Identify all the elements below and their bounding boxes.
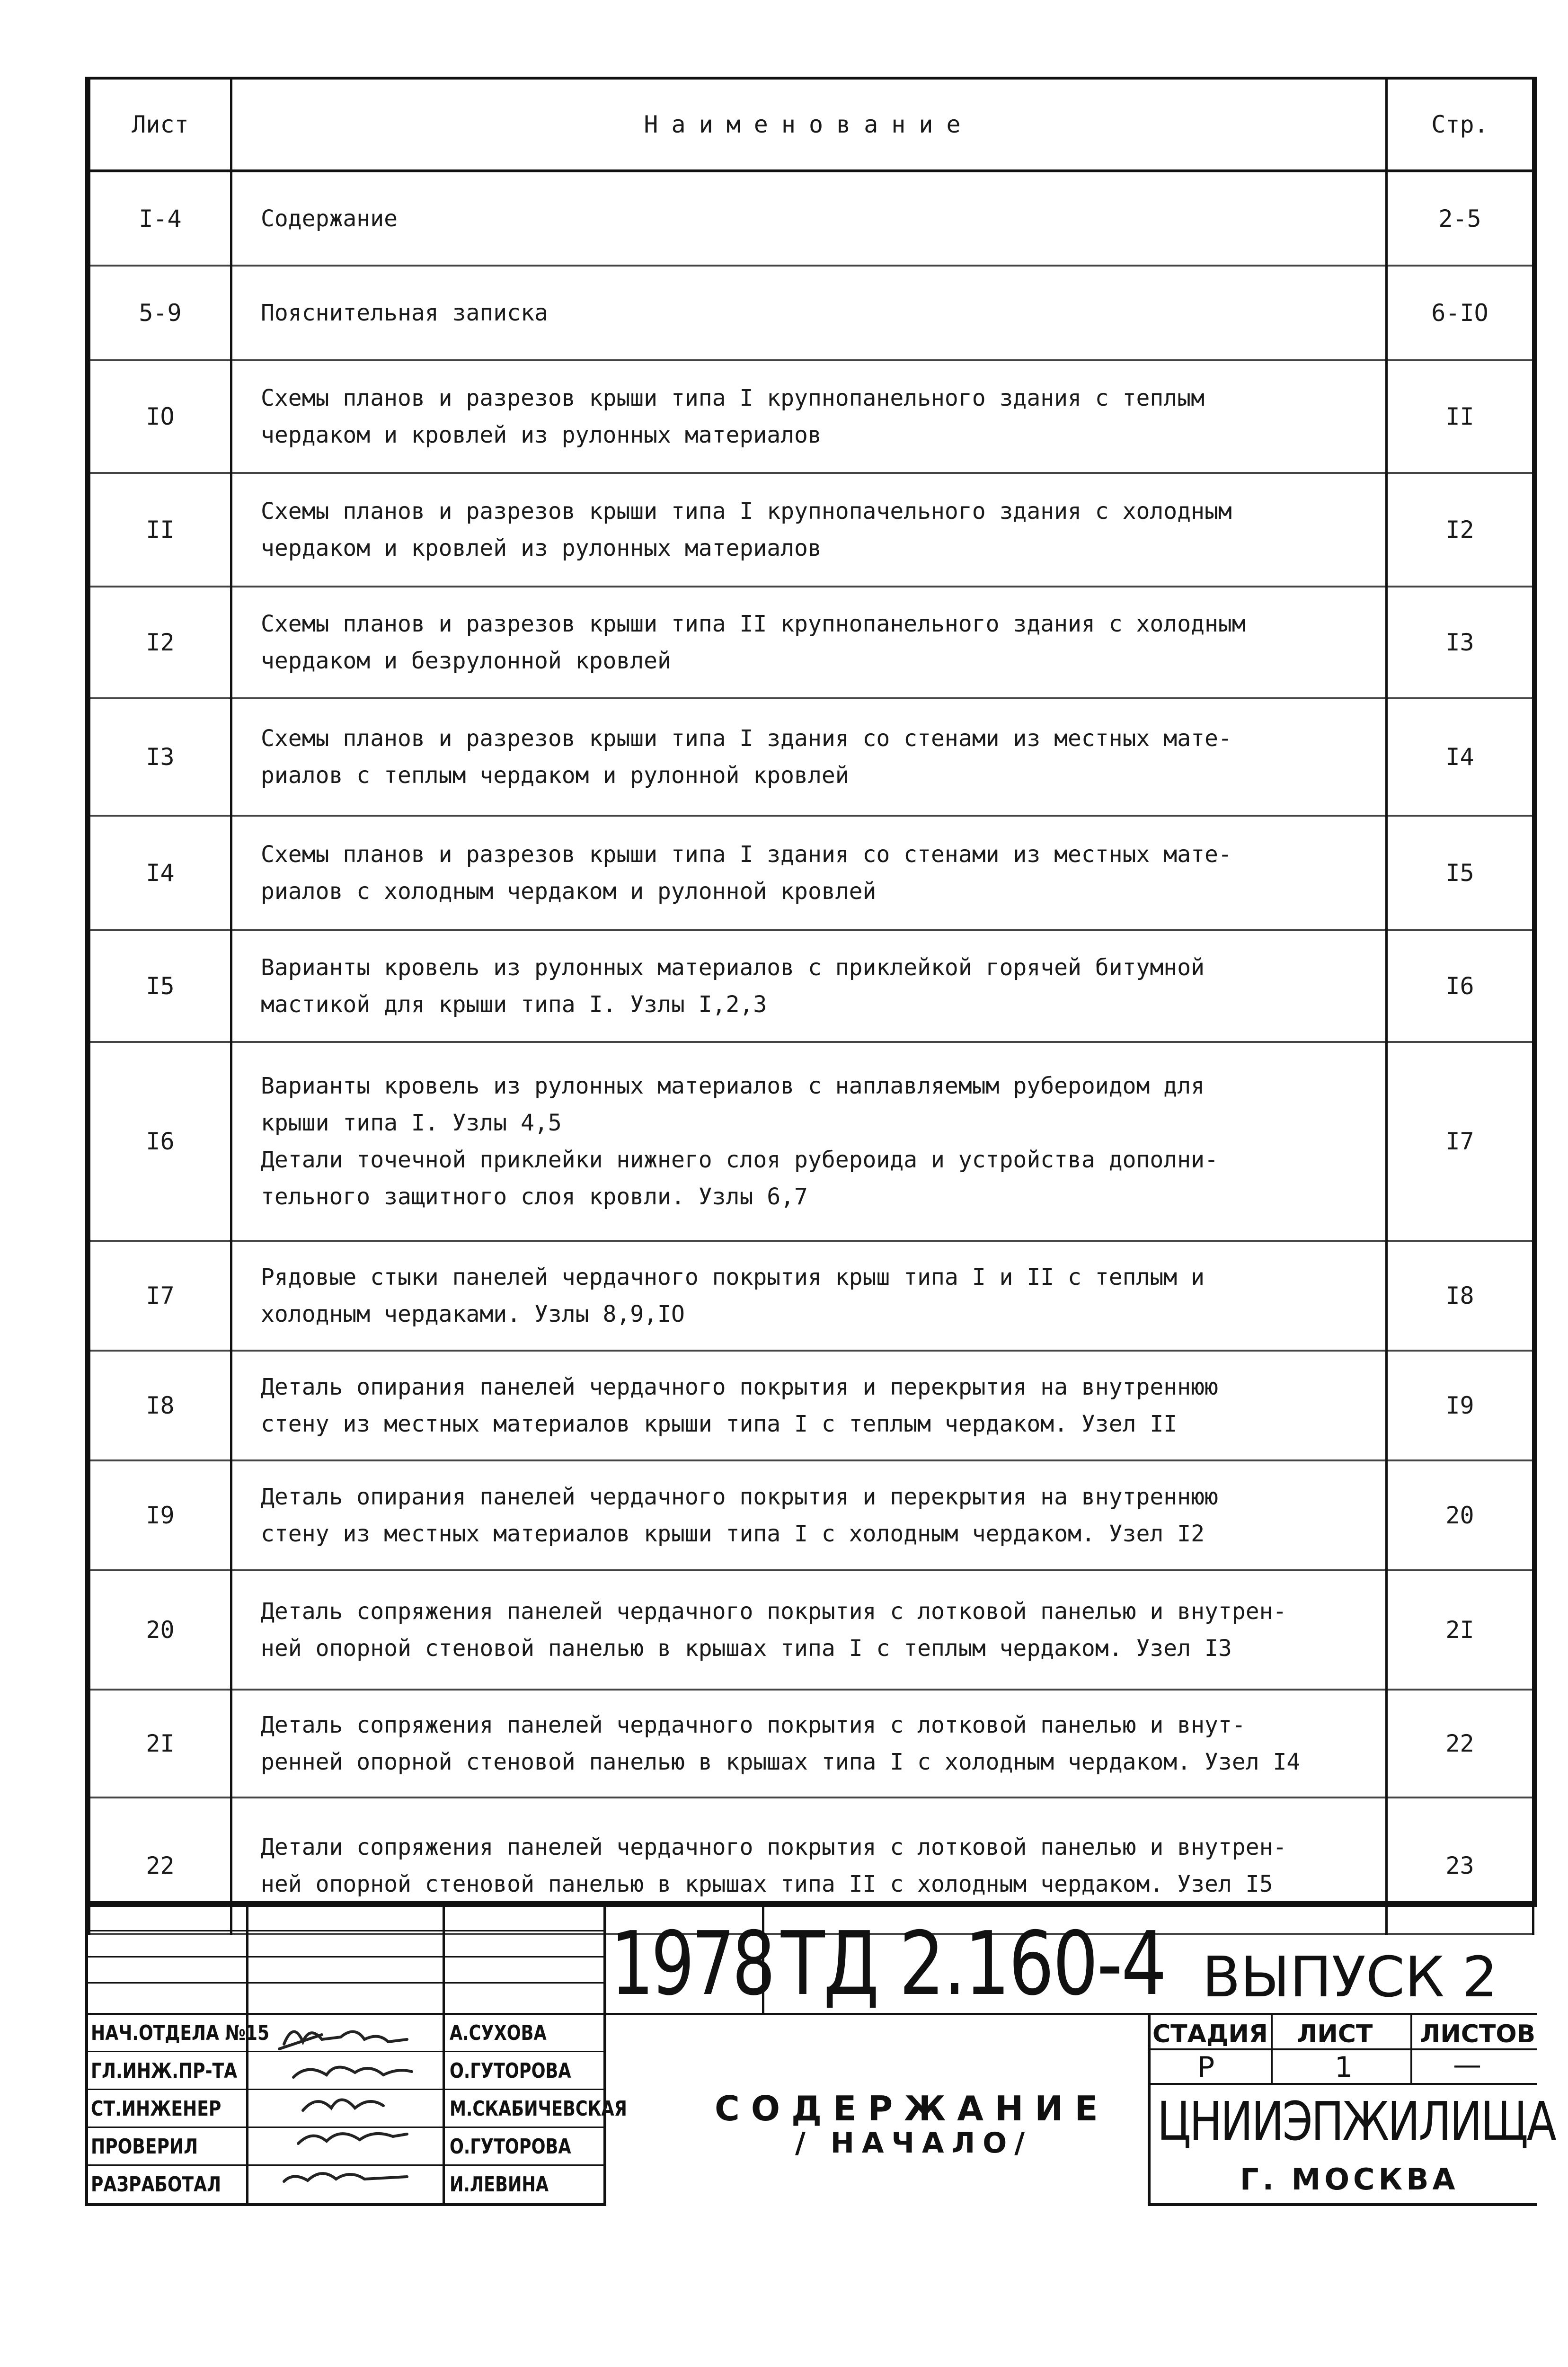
row-name-line: мастикой для крыши типа I. Узлы I,2,3 — [261, 991, 767, 1018]
row-sheet-number: I2 — [89, 587, 231, 698]
row-name-line: Варианты кровель из рулонных материалов с приклейкой горячей битумной — [261, 954, 1205, 981]
row-sheet-number: 2I — [89, 1690, 231, 1797]
row-page-number: 2-5 — [1387, 171, 1533, 266]
row-name-line: Деталь опирания панелей чердачного покрытия и перекрытия на внутреннюю — [261, 1374, 1218, 1400]
table-body — [89, 171, 1533, 1934]
tb-rule — [1148, 2203, 1537, 2206]
row-sheet-number: II — [89, 473, 231, 587]
row-name-line: Деталь сопряжения панелей чердачного покрытия с лотковой панелью и внутрен- — [261, 1598, 1287, 1625]
row-sheet-number: 20 — [89, 1570, 231, 1690]
table-row — [89, 1351, 1533, 1460]
row-page-number: I3 — [1387, 587, 1533, 698]
row-name-line: Детали сопряжения панелей чердачного покрытия с лотковой панелью и внутрен- — [261, 1834, 1287, 1860]
contents-grid — [88, 80, 1534, 1935]
row-name-line: Схемы планов и разрезов крыши типа I крупнопанельного здания с теплым — [261, 385, 1205, 411]
row-name-cell — [231, 816, 1387, 930]
row-name-line: чердаком и безрулонной кровлей — [261, 648, 671, 674]
row-name-cell — [231, 1690, 1387, 1797]
row-name-line: Схемы планов и разрезов крыши типа I здания со стенами из местных мате- — [261, 841, 1232, 868]
row-name-cell — [231, 587, 1387, 698]
row-name-line: тельного защитного слоя кровли. Узлы 6,7 — [261, 1184, 808, 1210]
tb-role-label: ГЛ.ИНЖ.ПР-ТА — [91, 2059, 238, 2083]
table-row — [89, 1042, 1533, 1241]
tb-role-label: ПРОВЕРИЛ — [91, 2135, 198, 2159]
row-sheet-number: I9 — [89, 1460, 231, 1570]
tb-rule — [85, 1956, 606, 1958]
row-name-line: крыши типа I. Узлы 4,5 — [261, 1110, 562, 1136]
table-row — [89, 816, 1533, 930]
row-page-number: I8 — [1387, 1241, 1533, 1351]
row-sheet-number: IO — [89, 360, 231, 473]
table-row — [89, 587, 1533, 698]
table-row — [89, 473, 1533, 587]
row-name-cell — [231, 698, 1387, 816]
row-name-line: Схемы планов и разрезов крыши типа II крупнопанельного здания с холодным — [261, 611, 1246, 637]
row-name-cell — [231, 1570, 1387, 1690]
header-page: Стр. — [1387, 80, 1533, 171]
row-name-line: Пояснительная записка — [261, 300, 548, 326]
tb-vline — [1271, 2013, 1273, 2084]
row-name-line: Детали точечной приклейки нижнего слоя рубероида и устройства дополни- — [261, 1147, 1218, 1173]
row-page-number: I5 — [1387, 816, 1533, 930]
tb-rule — [85, 1982, 606, 1984]
row-sheet-number: I7 — [89, 1241, 231, 1351]
row-page-number: 6-IO — [1387, 266, 1533, 360]
row-page-number: 20 — [1387, 1460, 1533, 1570]
row-page-number: I9 — [1387, 1351, 1533, 1460]
tb-role-label: РАЗРАБОТАЛ — [91, 2172, 221, 2197]
tb-role-name: А.СУХОВА — [450, 2021, 547, 2045]
row-page-number: I4 — [1387, 698, 1533, 816]
row-name-cell — [231, 1241, 1387, 1351]
table-row — [89, 1241, 1533, 1351]
tb-role-label: СТ.ИНЖЕНЕР — [91, 2097, 221, 2121]
tb-designation: ТД 2.160-4 — [781, 1913, 1166, 2015]
row-name-line: Варианты кровель из рулонных материалов с наплавляемым рубероидом для — [261, 1073, 1205, 1099]
tb-role-name: М.СКАБИЧЕВСКАЯ — [450, 2097, 627, 2121]
row-name-cell — [231, 1042, 1387, 1241]
tb-role-name: И.ЛЕВИНА — [450, 2172, 549, 2197]
row-name-line: стену из местных материалов крыши типа I с теплым чердаком. Узел II — [261, 1411, 1178, 1437]
tb-year: 1978 — [611, 1913, 773, 2015]
row-sheet-number: I6 — [89, 1042, 231, 1241]
row-name-cell — [231, 1460, 1387, 1570]
row-name-cell — [231, 171, 1387, 266]
row-sheet-number: I8 — [89, 1351, 231, 1460]
row-name-line: Схемы планов и разрезов крыши типа I здания со стенами из местных мате- — [261, 725, 1232, 752]
tb-sheet-label: ЛИСТ — [1297, 2020, 1373, 2048]
row-name-line: ней опорной стеновой панелью в крышах типа II с холодным чердаком. Узел I5 — [261, 1871, 1273, 1897]
header-name: Наименование — [231, 80, 1387, 171]
tb-sheet-title: СОДЕРЖАНИЕ — [715, 2089, 1109, 2128]
tb-vline — [603, 1904, 606, 2206]
table-row — [89, 1570, 1533, 1690]
tb-vline — [85, 1904, 88, 2206]
row-name-line: риалов с холодным чердаком и рулонной кровлей — [261, 878, 877, 905]
row-name-cell — [231, 266, 1387, 360]
row-name-line: риалов с теплым чердаком и рулонной кровлей — [261, 762, 849, 789]
tb-city: Г. МОСКВА — [1240, 2162, 1459, 2197]
row-name-cell — [231, 930, 1387, 1042]
tb-sheets-value: — — [1453, 2048, 1481, 2082]
row-name-line: Деталь сопряжения панелей чердачного покрытия с лотковой панелью и внут- — [261, 1712, 1246, 1738]
table-row — [89, 930, 1533, 1042]
row-page-number: I2 — [1387, 473, 1533, 587]
row-sheet-number: I-4 — [89, 171, 231, 266]
row-name-cell — [231, 1351, 1387, 1460]
row-page-number: I6 — [1387, 930, 1533, 1042]
tb-organization: ЦНИИЭПЖИЛИЩА — [1157, 2091, 1555, 2153]
row-sheet-number: 22 — [89, 1797, 231, 1934]
row-name-line: ней опорной стеновой панелью в крышах типа I с теплым чердаком. Узел I3 — [261, 1635, 1232, 1662]
row-name-line: ренней опорной стеновой панелью в крышах типа I с холодным чердаком. Узел I4 — [261, 1749, 1301, 1775]
row-name-line: Содержание — [261, 205, 398, 232]
header-sheet: Лист — [89, 80, 231, 171]
tb-top-line — [85, 1904, 1537, 1907]
row-sheet-number: I3 — [89, 698, 231, 816]
row-name-line: чердаком и кровлей из рулонных материалов — [261, 535, 822, 561]
table-header-row — [89, 80, 1533, 171]
tb-sheets-label: ЛИСТОВ — [1420, 2020, 1536, 2048]
row-name-line: холодным чердаками. Узлы 8,9,IO — [261, 1301, 685, 1327]
tb-vline — [1410, 2013, 1412, 2084]
title-block — [85, 1904, 1555, 2214]
table-row — [89, 1460, 1533, 1570]
row-page-number: 23 — [1387, 1797, 1533, 1934]
tb-vline — [443, 1904, 445, 2206]
row-name-line: стену из местных материалов крыши типа I с холодным чердаком. Узел I2 — [261, 1521, 1205, 1547]
row-name-cell — [231, 473, 1387, 587]
row-sheet-number: I4 — [89, 816, 231, 930]
row-name-line: Схемы планов и разрезов крыши типа I крупнопачельного здания с холодным — [261, 498, 1232, 525]
tb-vline — [1148, 2013, 1151, 2206]
row-name-line: Рядовые стыки панелей чердачного покрытия крыш типа I и II с теплым и — [261, 1264, 1205, 1290]
tb-rule — [85, 1930, 606, 1931]
row-page-number: II — [1387, 360, 1533, 473]
row-sheet-number: 5-9 — [89, 266, 231, 360]
table-row — [89, 360, 1533, 473]
row-name-cell — [231, 360, 1387, 473]
table-row — [89, 698, 1533, 816]
row-page-number: 22 — [1387, 1690, 1533, 1797]
tb-stage-label: СТАДИЯ — [1152, 2020, 1268, 2048]
tb-sheet-subtitle: / НАЧАЛО/ — [795, 2127, 1033, 2160]
contents-table — [85, 77, 1537, 1904]
tb-vline — [246, 1904, 248, 2206]
tb-stage-value: Р — [1197, 2051, 1215, 2084]
tb-sheet-value: 1 — [1335, 2051, 1353, 2084]
row-name-line: Деталь опирания панелей чердачного покрытия и перекрытия на внутреннюю — [261, 1484, 1218, 1510]
row-page-number: I7 — [1387, 1042, 1533, 1241]
table-row — [89, 266, 1533, 360]
row-name-line: чердаком и кровлей из рулонных материалов — [261, 422, 822, 448]
tb-issue: ВЫПУСК 2 — [1202, 1944, 1498, 2010]
table-row — [89, 171, 1533, 266]
table-row — [89, 1690, 1533, 1797]
row-page-number: 2I — [1387, 1570, 1533, 1690]
tb-role-label: НАЧ.ОТДЕЛА №15 — [91, 2021, 270, 2045]
signatures-icon — [265, 2016, 435, 2205]
tb-role-name: О.ГУТОРОВА — [450, 2135, 571, 2159]
tb-role-name: О.ГУТОРОВА — [450, 2059, 571, 2083]
row-sheet-number: I5 — [89, 930, 231, 1042]
